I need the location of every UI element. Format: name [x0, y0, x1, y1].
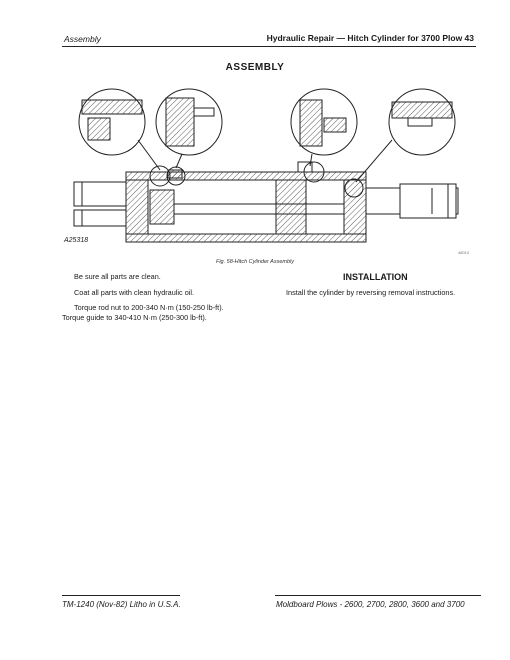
- header-divider: [62, 46, 476, 47]
- assembly-step: Torque rod nut to 200-340 N·m (150-250 lb-ft).: [74, 303, 224, 312]
- header-title: Hydraulic Repair — Hitch Cylinder for 3700 Plow 43: [266, 33, 474, 43]
- footer-manual-id: TM-1240 (Nov-82) Litho in U.S.A.: [62, 600, 181, 609]
- assembly-step: Be sure all parts are clean.: [74, 272, 161, 281]
- footer-title: Moldboard Plows - 2600, 2700, 2800, 3600 and 3700: [276, 600, 465, 609]
- installation-text: Install the cylinder by reversing removal instructions.: [286, 288, 456, 297]
- clevis-end: [74, 182, 126, 226]
- cylinder-barrel: [126, 162, 366, 242]
- detail-circle-4: [356, 89, 455, 182]
- assembly-step: Coat all parts with clean hydraulic oil.: [74, 288, 195, 297]
- footer-divider-left: [62, 595, 180, 596]
- figure-caption: Fig. 58-Hitch Cylinder Assembly: [215, 259, 295, 265]
- header-section-label: Assembly: [64, 34, 101, 44]
- figure-id-label: A25318: [64, 237, 89, 244]
- piston-rod: [366, 184, 458, 218]
- installation-heading: INSTALLATION: [343, 272, 408, 282]
- detail-circle-1: [79, 89, 160, 170]
- section-title: ASSEMBLY: [225, 62, 285, 73]
- figure-small-code: 48010: [458, 250, 470, 255]
- detail-circle-3: [291, 89, 357, 166]
- assembly-step: Torque guide to 340-410 N·m (250-300 lb-ft).: [62, 313, 207, 322]
- detail-circle-2: [156, 89, 222, 168]
- footer-divider-right: [275, 595, 481, 596]
- hitch-cylinder-diagram: [62, 78, 482, 258]
